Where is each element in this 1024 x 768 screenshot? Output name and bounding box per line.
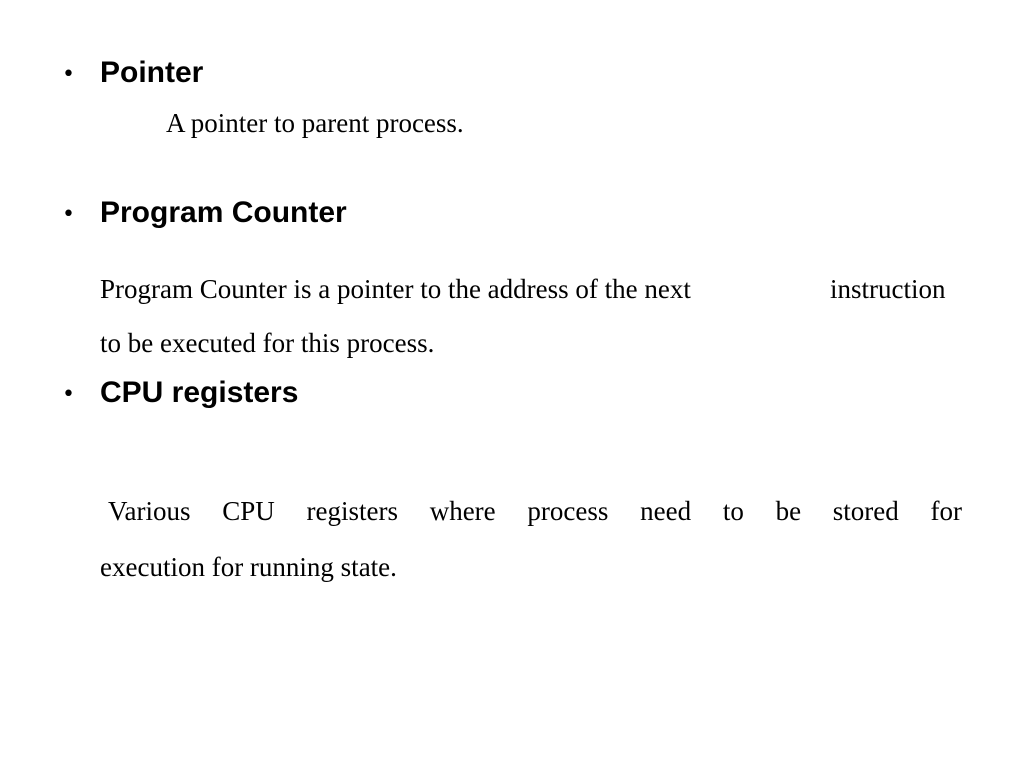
program-counter-line-2: to be executed for this process. [100, 328, 435, 358]
program-counter-line-1-end: instruction [830, 274, 946, 304]
word: where [429, 496, 496, 526]
cpu-registers-line-2: execution for running state. [100, 552, 397, 582]
bullet-icon: • [62, 202, 75, 227]
bullet-icon: • [62, 382, 75, 407]
word: Various [108, 496, 191, 526]
cpu-registers-line-1 [108, 498, 962, 525]
heading-cpu-registers: CPU registers [100, 376, 299, 409]
word: stored [832, 496, 899, 526]
word: be [775, 496, 802, 526]
word: for [930, 496, 962, 526]
program-counter-line-1: Program Counter is a pointer to the address of the next [100, 274, 691, 304]
word: process [527, 496, 609, 526]
word: need [640, 496, 692, 526]
bullet-icon: • [62, 62, 75, 87]
word: CPU [222, 496, 275, 526]
word: registers [306, 496, 398, 526]
heading-program-counter: Program Counter [100, 196, 347, 229]
word: to [722, 496, 744, 526]
heading-pointer: Pointer [100, 56, 204, 89]
pointer-description: A pointer to parent process. [166, 108, 464, 138]
